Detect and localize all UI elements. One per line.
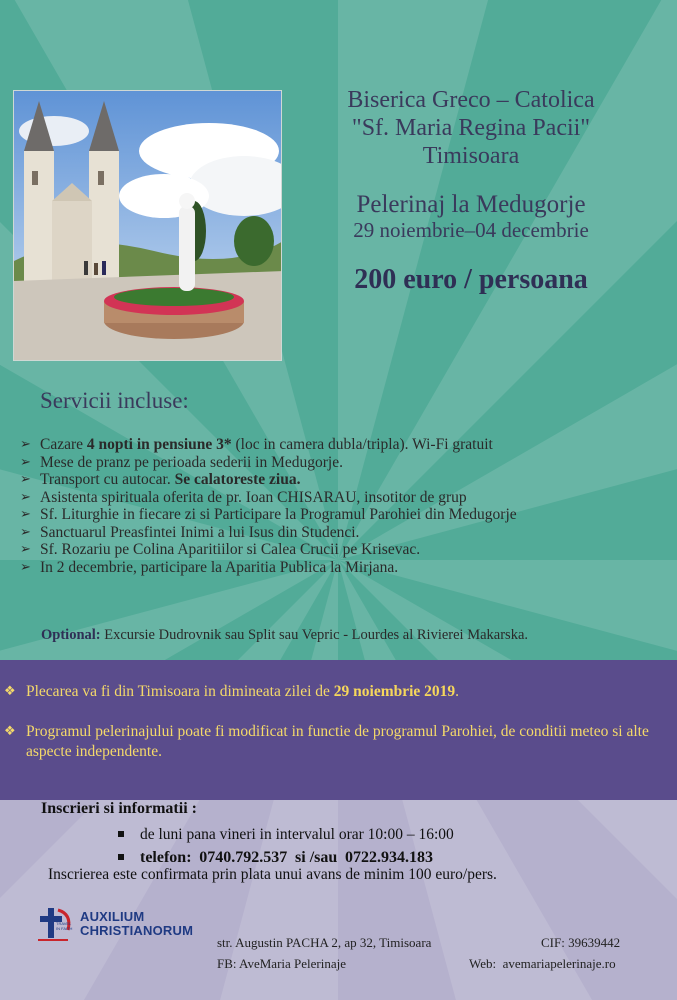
service-item — [18, 506, 668, 524]
phone-label: telefon: — [140, 849, 192, 866]
web-label: Web: — [469, 956, 497, 971]
hours-text: de luni pana vineri in intervalul orar 10:00 – 16:00 — [140, 826, 454, 843]
service-text: Sf. Rozariu pe Colina Aparitiilor si Calea Crucii pe Krisevac. — [40, 541, 421, 558]
church-photo — [13, 90, 282, 361]
phone-number-1[interactable]: 0740.792.537 — [199, 849, 288, 866]
church-city: Timisoara — [422, 143, 520, 169]
departure-notice — [4, 682, 672, 702]
service-text: Cazare — [40, 436, 87, 453]
service-item — [18, 436, 668, 454]
registration-title: Inscrieri si informatii : — [41, 800, 197, 817]
departure-notice-text: Plecarea va fi din Timisoara in dimineata zilei de — [26, 683, 334, 700]
registration-confirmation: Inscrierea este confirmata prin plata unui avans de minim 100 euro/pers. — [48, 866, 497, 883]
arrow-bullet-icon: ➢ — [20, 472, 31, 487]
square-bullet-icon — [118, 831, 124, 837]
service-item — [18, 489, 668, 507]
arrow-bullet-icon: ➢ — [20, 454, 31, 470]
logo-tagline-2: IN FAITH — [56, 926, 73, 931]
pilgrimage-dates: 29 noiembrie–04 decembrie — [353, 218, 589, 242]
arrow-bullet-icon: ➢ — [20, 507, 31, 522]
services-list — [18, 436, 668, 576]
phone-number-2[interactable]: 0722.934.183 — [345, 849, 434, 866]
logo-line2: CHRISTIANORUM — [80, 923, 194, 938]
registration-list — [118, 823, 454, 869]
optional-excursion — [41, 627, 528, 644]
service-text: Asistenta spirituala oferita de pr. Ioan CHISARAU, insotitor de grup — [40, 488, 467, 506]
service-item — [18, 541, 668, 559]
service-text: Mese de pranz pe perioada sederii in Medugorje. — [40, 453, 343, 471]
logo-tagline-1: TRAVEL — [56, 921, 72, 926]
logo-line1: AUXILIUM — [80, 909, 145, 924]
phone-separator: si /sau — [295, 849, 338, 866]
logo-text — [80, 910, 193, 938]
program-notice-text: Programul pelerinajului poate fi modificat in functie de programul Parohiei, de conditii meteo si alte aspecte independente. — [26, 723, 649, 760]
service-highlight: 4 nopti in pensiune 3* — [86, 436, 232, 453]
departure-date: 29 noiembrie 2019 — [333, 683, 456, 700]
website-link[interactable]: avemariapelerinaje.ro — [502, 956, 616, 971]
service-item — [18, 471, 668, 489]
arrow-bullet-icon: ➢ — [20, 489, 31, 505]
footer-cif: CIF: 39639442 — [541, 935, 621, 950]
diamond-bullet-icon: ❖ — [4, 684, 16, 699]
departure-notice-end: . — [455, 683, 460, 700]
service-text-end: (loc in camera dubla/tripla). Wi-Fi gratuit — [231, 436, 493, 453]
optional-label: Optional: — [41, 627, 101, 643]
agency-logo — [36, 906, 194, 944]
service-text: Sanctuarul Preasfintei Inimi a lui Isus din Studenci. — [40, 523, 360, 541]
arrow-bullet-icon: ➢ — [20, 437, 31, 452]
service-text: In 2 decembrie, participare la Aparitia Publica la Mirjana. — [40, 558, 399, 576]
service-highlight: Se calatoreste ziua. — [174, 471, 301, 488]
services-title: Servicii incluse: — [40, 388, 189, 413]
footer-facebook[interactable]: FB: AveMaria Pelerinaje — [217, 956, 347, 971]
pilgrimage-title: Pelerinaj la Medugorje — [356, 191, 586, 218]
optional-text: Excursie Dudrovnik sau Split sau Vepric - Lourdes al Rivierei Makarska. — [100, 627, 529, 643]
registration-hours — [118, 823, 454, 846]
arrow-bullet-icon: ➢ — [20, 542, 31, 557]
program-notice — [4, 722, 672, 762]
header — [285, 86, 657, 297]
footer-web — [469, 956, 616, 972]
footer-address: str. Augustin PACHA 2, ap 32, Timisoara — [217, 935, 432, 950]
church-name-line1: Biserica Greco – Catolica — [347, 87, 595, 113]
square-bullet-icon — [118, 854, 124, 860]
service-text: Sf. Liturghie in fiecare zi si Participare la Programul Parohiei din Medugorje — [40, 506, 517, 523]
service-item — [18, 454, 668, 472]
logo-tagline — [56, 921, 72, 931]
church-name-line2: "Sf. Maria Regina Pacii" — [351, 115, 591, 141]
price: 200 euro / persoana — [354, 264, 588, 295]
arrow-bullet-icon: ➢ — [20, 524, 31, 540]
service-item — [18, 524, 668, 542]
arrow-bullet-icon: ➢ — [20, 559, 31, 575]
service-item — [18, 559, 668, 577]
service-text: Transport cu autocar. — [40, 471, 175, 488]
diamond-bullet-icon: ❖ — [4, 724, 16, 739]
